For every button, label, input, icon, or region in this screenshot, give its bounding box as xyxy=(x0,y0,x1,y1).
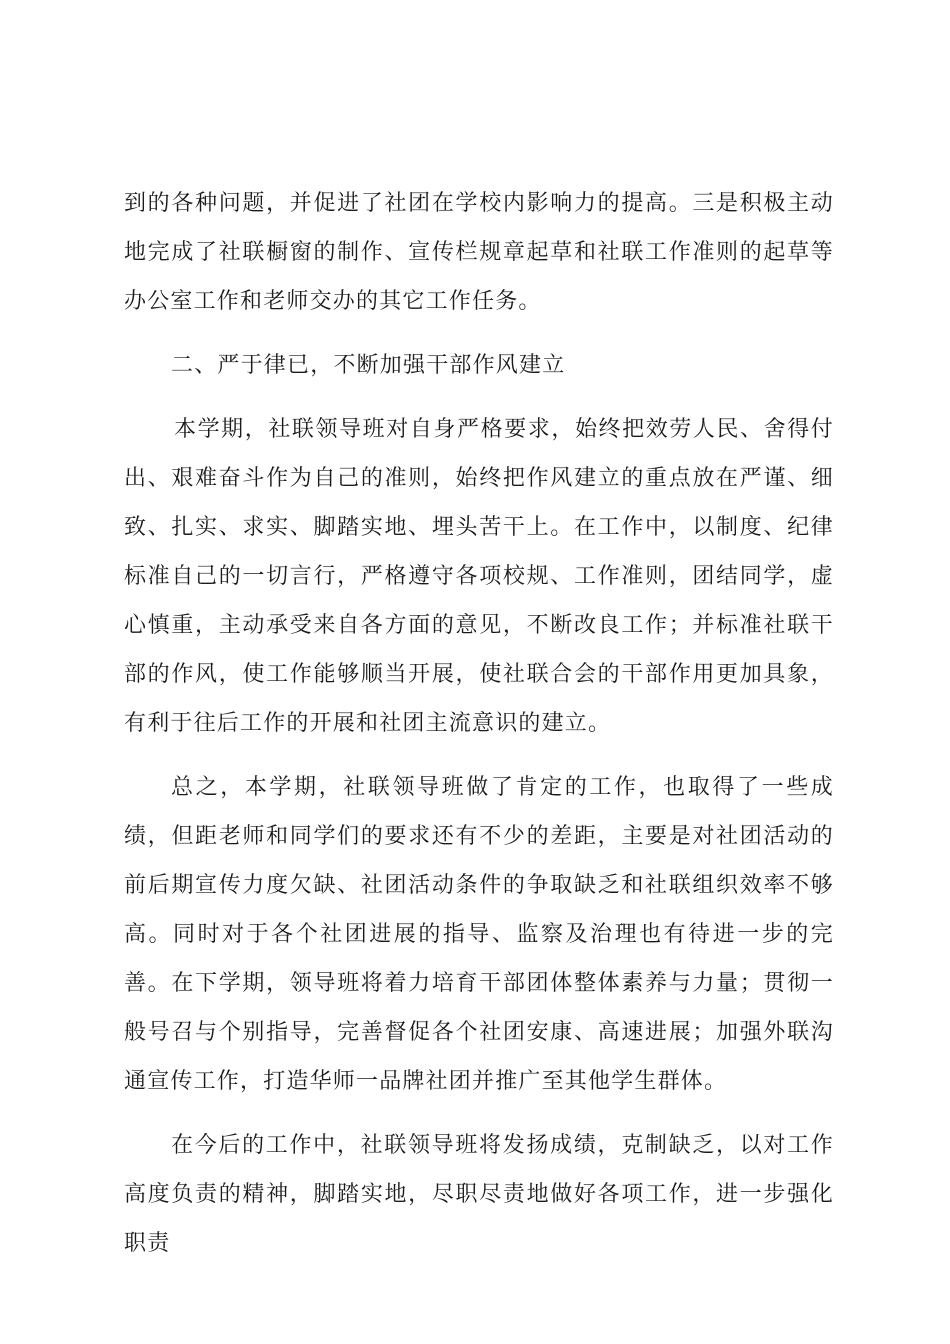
paragraph-work-style: 本学期，社联领导班对自身严格要求，始终把效劳人民、舍得付出、艰难奋斗作为自己的准则，始终把作风建立的重点放在严谨、细致、扎实、求实、脚踏实地、埋头苦干上。在工作中，以制度、纪律标准自己的一切言行，严格遵守各项校规、工作准则，团结同学，虚心慎重，主动承受来自各方面的意见，不断改良工作；并标准社联干部的作风，使工作能够顺当开展，使社联合会的干部作用更加具象，有利于往后工作的开展和社团主流意识的建立。 xyxy=(124,417,834,736)
document-body xyxy=(124,179,834,1283)
paragraph-continuation: 到的各种问题，并促进了社团在学校内影响力的提高。三是积极主动地完成了社联橱窗的制作、宣传栏规章起草和社联工作准则的起草等办公室工作和老师交办的其它工作任务。 xyxy=(124,191,834,314)
section-heading: 二、严于律已，不断加强干部作风建立 xyxy=(171,353,566,378)
paragraph-summary: 总之，本学期，社联领导班做了肯定的工作，也取得了一些成绩，但距老师和同学们的要求还有不少的差距，主要是对社团活动的前后期宣传力度欠缺、社团活动条件的争取缺乏和社联组织效率不够高。同时对于各个社团进展的指导、监察及治理也有待进一步的完善。在下学期，领导班将着力培育干部团体整体素养与力量；贯彻一般号召与个别指导，完善督促各个社团安康、高速进展；加强外联沟通宣传工作，打造华师一品牌社团并推广至其他学生群体。 xyxy=(124,775,834,1094)
paragraph-future-work: 在今后的工作中，社联领导班将发扬成绩，克制缺乏，以对工作高度负责的精神，脚踏实地，尽职尽责地做好各项工作，进一步强化职责 xyxy=(124,1133,834,1256)
